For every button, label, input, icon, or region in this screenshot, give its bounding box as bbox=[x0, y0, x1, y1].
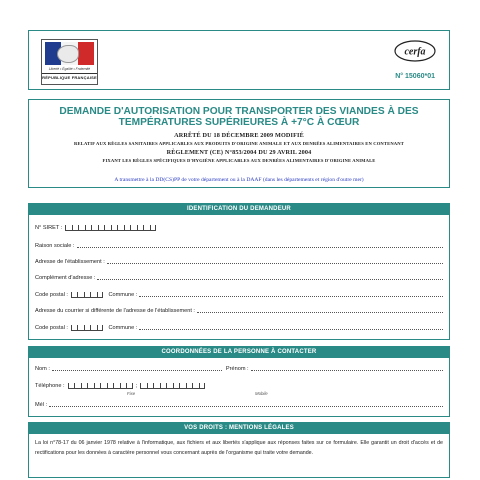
arrete-line: ARRÊTÉ DU 18 DÉCEMBRE 2009 MODIFIÉ bbox=[174, 132, 304, 139]
logo-text: RÉPUBLIQUE FRANÇAISE bbox=[42, 75, 97, 80]
siret-input[interactable] bbox=[65, 225, 156, 231]
commune-courrier-field[interactable] bbox=[139, 324, 443, 330]
telephone-fixe-input[interactable] bbox=[68, 383, 133, 389]
telephone-row: Téléphone : ; bbox=[35, 383, 443, 389]
siret-row bbox=[35, 225, 443, 231]
form-header bbox=[28, 30, 450, 90]
prenom-field[interactable] bbox=[251, 365, 443, 371]
title-block bbox=[28, 99, 450, 188]
cerfa-logo-text: cerfa bbox=[404, 46, 426, 58]
republique-francaise-logo bbox=[41, 39, 98, 85]
nom-prenom-row bbox=[35, 365, 443, 372]
cerfa-number: N° 15060*01 bbox=[395, 73, 435, 80]
code-postal-courrier-row bbox=[35, 324, 443, 331]
page-title: DEMANDE D'AUTORISATION POUR TRANSPORTER DES VIANDES À DES TEMPÉRATURES SUPÉRIEURES À +7°C À CŒUR bbox=[59, 106, 419, 128]
nom-label: Nom : bbox=[35, 366, 50, 372]
contact-section bbox=[28, 346, 450, 417]
code-postal-courrier-label: Code postal : bbox=[35, 325, 68, 331]
logo-motto: Liberté • Égalité • Fraternité bbox=[48, 67, 91, 71]
raison-sociale-label: Raison sociale : bbox=[35, 243, 75, 249]
adresse-courrier-row bbox=[35, 307, 443, 314]
complement-label: Complément d'adresse : bbox=[35, 275, 96, 281]
telephone-mobile-input[interactable] bbox=[140, 383, 205, 389]
transmit-instruction: A transmettre à la DD(CS)PP de votre département ou à la DAAF (dans les départements et région d'outre mer) bbox=[114, 177, 364, 183]
code-postal-courrier-input[interactable] bbox=[71, 325, 104, 331]
commune-field[interactable] bbox=[139, 291, 443, 297]
code-postal-label: Code postal : bbox=[35, 292, 68, 298]
legal-text: La loi n°78-17 du 06 janvier 1978 relative à l'informatique, aux fichiers et aux libertés s'applique aux réponses faites sur ce formulaire. Elle garantit un droit d'accès et de rectifications pour les données à caractère personnel vous concernant auprès de l'organisme qui traite votre demande. bbox=[35, 440, 443, 456]
nom-field[interactable] bbox=[52, 365, 222, 371]
identification-section bbox=[28, 203, 450, 340]
fixe-sublabel: Fixe bbox=[127, 391, 136, 396]
arrete-description: RELATIF AUX RÈGLES SANITAIRES APPLICABLES AUX PRODUITS D'ORIGINE ANIMALE ET AUX DENRÉES ALIMENTAIRES EN CONTENANT bbox=[74, 141, 404, 146]
adresse-label: Adresse de l'établissement : bbox=[35, 259, 105, 265]
complement-field[interactable] bbox=[97, 274, 443, 280]
mel-field[interactable] bbox=[49, 401, 443, 407]
reglement-line: RÈGLEMENT (CE) N°853/2004 DU 29 AVRIL 2004 bbox=[166, 149, 312, 156]
siret-label: N° SIRET : bbox=[35, 225, 63, 231]
complement-row bbox=[35, 274, 443, 281]
cerfa-logo bbox=[393, 39, 437, 63]
mobile-sublabel: Mobile bbox=[255, 391, 268, 396]
adresse-courrier-field[interactable] bbox=[197, 307, 443, 313]
reglement-description: FIXANT LES RÈGLES SPÉCIFIQUES D'HYGIÈNE APPLICABLES AUX DENRÉES ALIMENTAIRES D'ORIGINE ANIMALE bbox=[102, 158, 376, 163]
adresse-field[interactable] bbox=[107, 258, 443, 264]
mel-row bbox=[35, 401, 443, 408]
mel-label: Mél : bbox=[35, 402, 48, 408]
raison-sociale-row bbox=[35, 242, 443, 249]
marianne-flag-icon bbox=[45, 42, 94, 65]
identification-heading: IDENTIFICATION DU DEMANDEUR bbox=[29, 204, 449, 215]
legal-section bbox=[28, 422, 450, 478]
contact-heading: COORDONNÉES DE LA PERSONNE À CONTACTER bbox=[29, 347, 449, 358]
telephone-label: Téléphone : bbox=[35, 383, 65, 389]
commune-label: Commune : bbox=[108, 292, 138, 298]
prenom-label: Prénom : bbox=[225, 366, 249, 372]
code-postal-input[interactable] bbox=[71, 292, 104, 298]
commune-courrier-label: Commune : bbox=[108, 325, 138, 331]
legal-heading: VOS DROITS : MENTIONS LÉGALES bbox=[29, 423, 449, 434]
code-postal-row bbox=[35, 291, 443, 298]
adresse-courrier-label: Adresse du courrier si différente de l'adresse de l'établissement : bbox=[35, 308, 195, 314]
adresse-row bbox=[35, 258, 443, 265]
raison-sociale-field[interactable] bbox=[77, 242, 444, 248]
